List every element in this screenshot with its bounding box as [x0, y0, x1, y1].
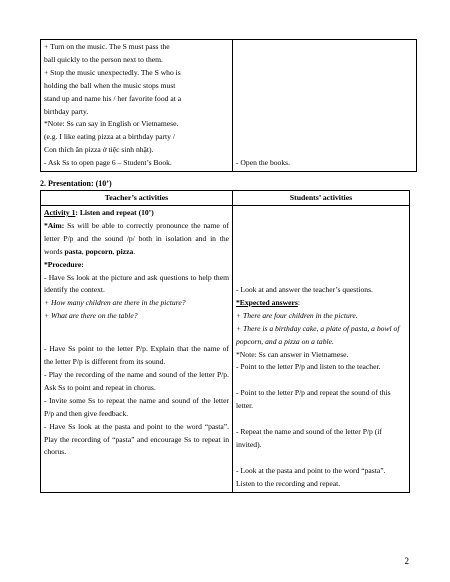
- teacher-activities-cell: [41, 206, 233, 493]
- expected-answer: + There are four children in the picture.: [236, 310, 358, 320]
- aim-label: *Aim:: [44, 220, 65, 230]
- step2-teacher: - Have Ss point to the letter P/p. Explain that the name of the letter P/p is different from its sound.: [44, 344, 229, 367]
- warmup-student-text: - Open the books.: [236, 158, 290, 168]
- expected-label: *Expected answers: [236, 297, 298, 307]
- activity-title: [44, 207, 229, 220]
- step1-student: - Look at and answer the teacher’s questions.: [236, 285, 373, 294]
- aim-separator: ,: [81, 246, 86, 256]
- aim-separator: ,: [112, 246, 117, 256]
- students-header: Students’ activities: [233, 191, 410, 206]
- warmup-line: ball quickly to the person next to them.: [44, 54, 163, 64]
- step4-teacher: - Invite some Ss to repeat the name and sound of the letter P/p and then give feedback.: [44, 395, 229, 418]
- warmup-row: [41, 40, 417, 172]
- aim-end: .: [133, 246, 136, 256]
- students-activities-cell: [233, 206, 410, 493]
- warmup-table: [40, 39, 417, 172]
- header-row: [41, 191, 410, 206]
- page-number: 2: [404, 556, 409, 566]
- step3-student: - Point to the letter P/p and repeat the sound of this letter.: [236, 388, 391, 411]
- warmup-line: Con thích ăn pizza ở tiệc sinh nhật).: [44, 145, 154, 155]
- warmup-line: *Note: Ss can say in English or Vietnamese.: [44, 119, 179, 129]
- step1-question: + How many children are there in the picture?: [44, 298, 186, 308]
- activity-label: Activity 1: [44, 208, 76, 217]
- expected-answers: [236, 297, 406, 310]
- warmup-students-cell: [233, 40, 417, 172]
- warmup-line: + Stop the music unexpectedly. The S who is: [44, 67, 181, 77]
- section-title: 2. Presentation: (10’): [40, 179, 112, 188]
- step1-teacher: - Have Ss look at the picture and ask questions to help them identify the context.: [44, 272, 229, 295]
- aim-word-popcorn: popcorn: [85, 246, 113, 256]
- answer-note: *Note: Ss can answer in Vietnamese.: [236, 349, 349, 359]
- aim-text: Ss will be able to correctly pronounce the name of letter P/p and the sound /p/ both in isolation and in the words: [44, 220, 229, 256]
- spacer: [236, 413, 406, 426]
- step2-student: - Point to the letter P/p and listen to the teacher.: [236, 362, 381, 372]
- step5-student: - Look at the pasta and point to the word “pasta”. Listen to the recording and repeat.: [236, 465, 386, 488]
- teacher-header: Teacher’s activities: [41, 191, 233, 206]
- expected-answer: + There is a birthday cake, a plate of pasta, a bowl of popcorn, and a pizza on a table.: [236, 323, 400, 346]
- spacer: [44, 323, 229, 343]
- activity-title-rest: : Listen and repeat (10’): [75, 208, 154, 217]
- warmup-line: (e.g. I like eating pizza at a birthday party /: [44, 132, 175, 142]
- step3-teacher: - Play the recording of the name and sound of the letter P/p. Ask Ss to point and repeat in chorus.: [44, 369, 229, 392]
- procedure-label: *Procedure:: [44, 259, 84, 269]
- warmup-line: stand up and name his / her favorite food at a: [44, 93, 182, 103]
- warmup-line: birthday party.: [44, 106, 89, 116]
- aim-word-pizza: pizza: [116, 246, 134, 256]
- warmup-line: + Turn on the music. The S must pass the: [44, 42, 170, 51]
- spacer: [236, 452, 406, 465]
- aim-word-pasta: pasta: [64, 246, 82, 256]
- step1-question: + What are there on the table?: [44, 311, 138, 321]
- warmup-teacher-cell: [41, 40, 233, 172]
- activity-row: [41, 206, 410, 493]
- spacer: [236, 207, 406, 284]
- aim-paragraph: [44, 220, 229, 259]
- warmup-line: - Ask Ss to open page 6 – Student’s Book.: [44, 158, 172, 168]
- spacer: [236, 374, 406, 387]
- expected-colon: :: [297, 297, 300, 307]
- warmup-line: holding the ball when the music stops must: [44, 80, 176, 90]
- step4-student: - Repeat the name and sound of the letter P/p (if invited).: [236, 427, 382, 450]
- presentation-table: [40, 190, 410, 493]
- step5-teacher: - Have Ss look at the pasta and point to the word “pasta”. Play the recording of “pasta” and encourage Ss to repeat in chorus.: [44, 421, 229, 457]
